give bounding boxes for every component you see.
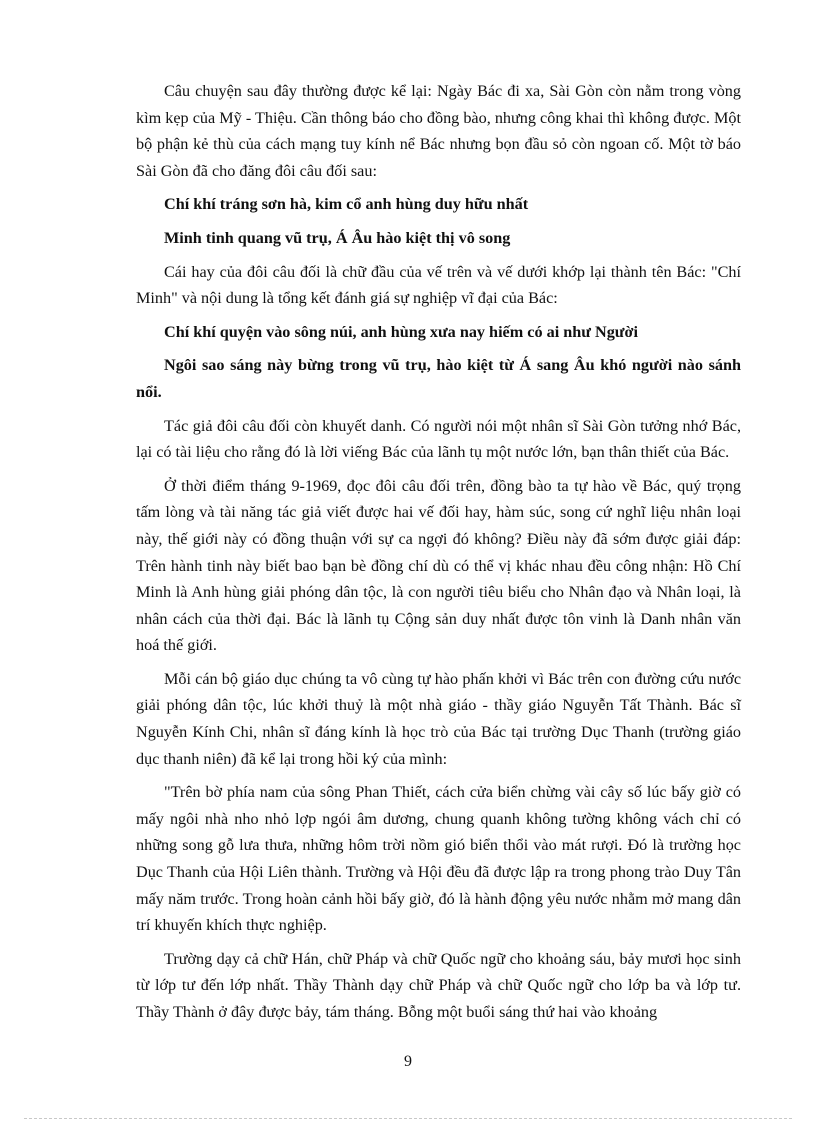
paragraph-teacher: Mỗi cán bộ giáo dục chúng ta vô cùng tự hào phấn khởi vì Bác trên con đường cứu nước giải phóng dân tộc, lúc khởi thuỷ là một nhà giáo - thầy giáo Nguyễn Tất Thành. Bác sĩ Nguyễn Kính Chi, nhân sĩ đáng kính là học trò của Bác tại trường Dục Thanh (trường giáo dục thanh niên) đã kể lại trong hồi ký của mình:: [136, 669, 741, 768]
translation-line-1: Chí khí quyện vào sông núi, anh hùng xưa nay hiếm có ai như Người: [164, 322, 638, 341]
paragraph-intro: Câu chuyện sau đây thường được kể lại: Ngày Bác đi xa, Sài Gòn còn nằm trong vòng kìm kẹp của Mỹ - Thiệu. Cần thông báo cho đồng bào, nhưng công khai thì không được. Một bộ phận kẻ thù của cách mạng tuy kính nể Bác nhưng bọn đầu sỏ còn ngoan cố. Một tờ báo Sài Gòn đã cho đăng đôi câu đối sau:: [136, 82, 741, 180]
paragraph-memoir-quote: "Trên bờ phía nam của sông Phan Thiết, cách cửa biển chừng vài cây số lúc bấy giờ có mấy ngôi nhà nho nhỏ lợp ngói âm dương, chung quanh không tường không vách chỉ có những song gỗ lưa thưa, những hôm trời nồm gió biển thổi vào mát rượi. Đó là trường học Dục Thanh của Hội Liên thành. Trường và Hội đều đã được lập ra trong phong trào Duy Tân mấy năm trước. Trong hoàn cảnh hồi bấy giờ, đó là hành động yêu nước nhằm mở mang dân trí khuyến khích thực nghiệp.: [136, 783, 741, 935]
page-number: 9: [404, 1053, 412, 1070]
translation-line-2: Ngôi sao sáng này bừng trong vũ trụ, hào kiệt từ Á sang Âu khó người nào sánh nổi.: [136, 356, 741, 401]
paragraph-school: Trường dạy cả chữ Hán, chữ Pháp và chữ Quốc ngữ cho khoảng sáu, bảy mươi học sinh từ lớp tư đến lớp nhất. Thầy Thành dạy chữ Pháp và chữ Quốc ngữ cho lớp ba và lớp tư. Thầy Thành ở đây được bảy, tám tháng. Bỗng một buổi sáng thứ hai vào khoảng: [136, 949, 741, 1021]
document-body: [136, 78, 741, 1033]
paragraph-explanation: Cái hay của đôi câu đối là chữ đầu của vế trên và vế dưới khớp lại thành tên Bác: "Chí Minh" và nội dung là tổng kết đánh giá sự nghiệp vĩ đại của Bác:: [136, 262, 741, 308]
couplet-line-2: Minh tinh quang vũ trụ, Á Âu hào kiệt thị vô song: [164, 228, 511, 247]
page-bottom-divider: [24, 1118, 792, 1119]
paragraph-1969: Ở thời điểm tháng 9-1969, đọc đôi câu đối trên, đồng bào ta tự hào về Bác, quý trọng tấm lòng và tài năng tác giả viết được hai vế đối hay, hàm súc, song cứ nghĩ liệu nhân loại này, thế giới này có đồng thuận với sự ca ngợi đó không? Điều này đã sớm được giải đáp: Trên hành tinh này biết bao bạn bè đồng chí dù có thể vị khác nhau đều công nhận: Hồ Chí Minh là Anh hùng giải phóng dân tộc, là con người tiêu biểu cho Nhân đạo và Nhân loại, là nhân cách của thời đại. Bác là lãnh tụ Cộng sản duy nhất được tôn vinh là Danh nhân văn hoá thế giới.: [136, 476, 741, 655]
paragraph-author: Tác giả đôi câu đối còn khuyết danh. Có người nói một nhân sĩ Sài Gòn tưởng nhớ Bác, lại có tài liệu cho rằng đó là lời viếng Bác của lãnh tụ một nước lớn, bạn thân thiết của Bác.: [136, 416, 741, 462]
couplet-line-1: Chí khí tráng sơn hà, kim cổ anh hùng duy hữu nhất: [164, 195, 529, 214]
